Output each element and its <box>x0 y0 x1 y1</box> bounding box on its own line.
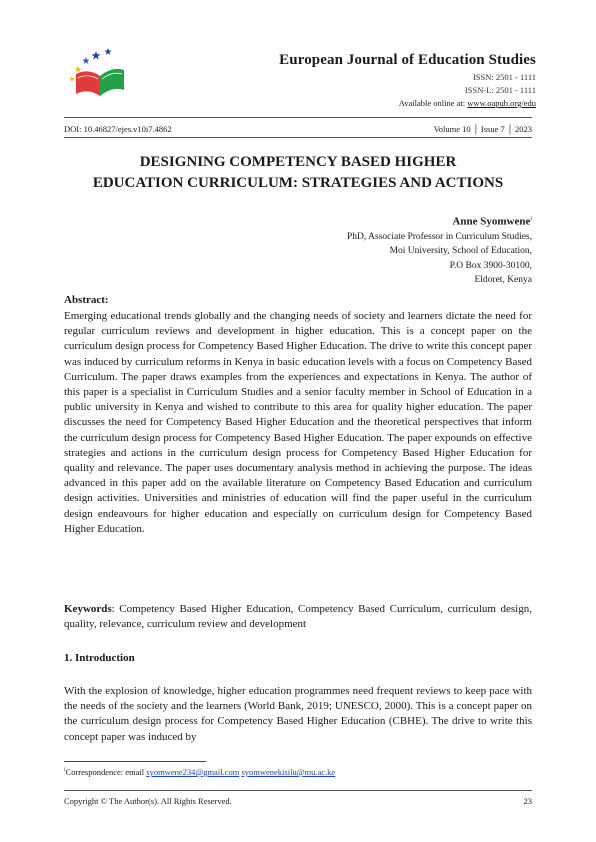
introduction-heading: 1. Introduction <box>64 652 135 664</box>
star-icon <box>69 76 75 81</box>
book-left-page <box>76 71 100 96</box>
issn: ISSN: 2501 - 1111 <box>472 72 536 82</box>
doi: DOI: 10.46827/ejes.v10i7.4862 <box>64 124 172 134</box>
available-online <box>399 98 536 108</box>
affiliation-line: Eldoret, Kenya <box>474 275 532 286</box>
meta-rule <box>64 137 532 138</box>
footnote-label: Correspondence: email <box>65 767 147 777</box>
keywords-label: Keywords <box>64 603 112 615</box>
issn-l: ISSN-L: 2501 - 1111 <box>464 85 536 95</box>
star-icon <box>82 57 90 64</box>
article-title-line-2: EDUCATION CURRICULUM: STRATEGIES AND ACTIONS <box>92 175 504 191</box>
star-icon <box>74 66 81 73</box>
footnote-mark: i <box>64 767 66 774</box>
email-link-2[interactable]: syomwenekisilu@mu.ac.ke <box>241 767 336 777</box>
author-footnote-mark: i <box>530 216 532 222</box>
abstract-heading: Abstract: <box>64 294 109 306</box>
page-number: 23 <box>523 796 532 806</box>
affiliation-line: Moi University, School of Education, <box>389 246 532 257</box>
available-online-label: Available online at: <box>398 98 468 108</box>
journal-title: European Journal of Education Studies <box>279 52 536 68</box>
star-icon <box>104 48 112 55</box>
abstract-text: Emerging educational trends globally and the changing needs of society and learners dictate the need for regular curriculum reviews and development in higher education. This is a concept paper on the curriculum design process for Competency Based Higher Education. The drive to write this concept paper was induced by curriculum reforms in Kenya in basic education levels with a focus on Competency Based Curriculum. The paper draws examples from the experiences and expectations in Kenya. The author of this paper is a specialist in Curriculum Studies and a senior faculty member in School of Education in a public university in Kenya and wished to contribute to this area for quality higher education. The paper discusses the need for Competency Based Higher Education and the theoretical perspectives that inform the curriculum design process for Competency Based Higher Education. The paper expounds on effective strategies and actions in the curriculum design process for Competency Based Higher Education for quality and relevance. The paper uses documentary analysis method in achieving the purpose. The ideas advanced in this paper add on the available literature on Competency Based Education and curriculum design activities. Universities and ministries of education will find the paper useful in the curriculum design endeavours for higher education and especially on curriculum design for Competency Based Higher Education. <box>64 310 532 535</box>
author-block <box>347 212 532 288</box>
footnote-rule <box>64 761 206 762</box>
footer-rule <box>64 790 532 791</box>
book-right-page <box>100 69 124 96</box>
author-name: Anne Syomwene <box>452 215 531 228</box>
star-icon <box>92 51 101 60</box>
header-rule <box>64 117 532 118</box>
keywords-text: : Competency Based Higher Education, Competency Based Curriculum, curriculum design, quality, relevance, curriculum review and development <box>64 603 532 631</box>
keywords <box>64 602 532 632</box>
journal-url-link[interactable]: www.oapub.org/edu <box>467 98 536 108</box>
journal-logo <box>62 48 132 98</box>
email-link-1[interactable]: syomwene234@gmail.com <box>146 767 240 777</box>
footnote <box>64 767 335 777</box>
affiliation-line: P.O Box 3900-30100, <box>449 260 532 271</box>
copyright: Copyright © The Author(s). All Rights Reserved. <box>64 796 232 806</box>
introduction-text: With the explosion of knowledge, higher education programmes need frequent reviews to keep pace with the needs of the society and the learners (World Bank, 2019; UNESCO, 2000). This is a concept paper on the curriculum design process for Competency Based Higher Education (CBHE). The drive to write this concept paper was induced by <box>64 685 532 743</box>
article-title-line-1: DESIGNING COMPETENCY BASED HIGHER <box>139 154 457 170</box>
author-name-line <box>347 212 532 230</box>
article-title <box>64 152 532 194</box>
volume-issue-year: Volume 10 │ Issue 7 │ 2023 <box>433 124 532 134</box>
affiliation-line: PhD, Associate Professor in Curriculum Studies, <box>347 231 532 242</box>
